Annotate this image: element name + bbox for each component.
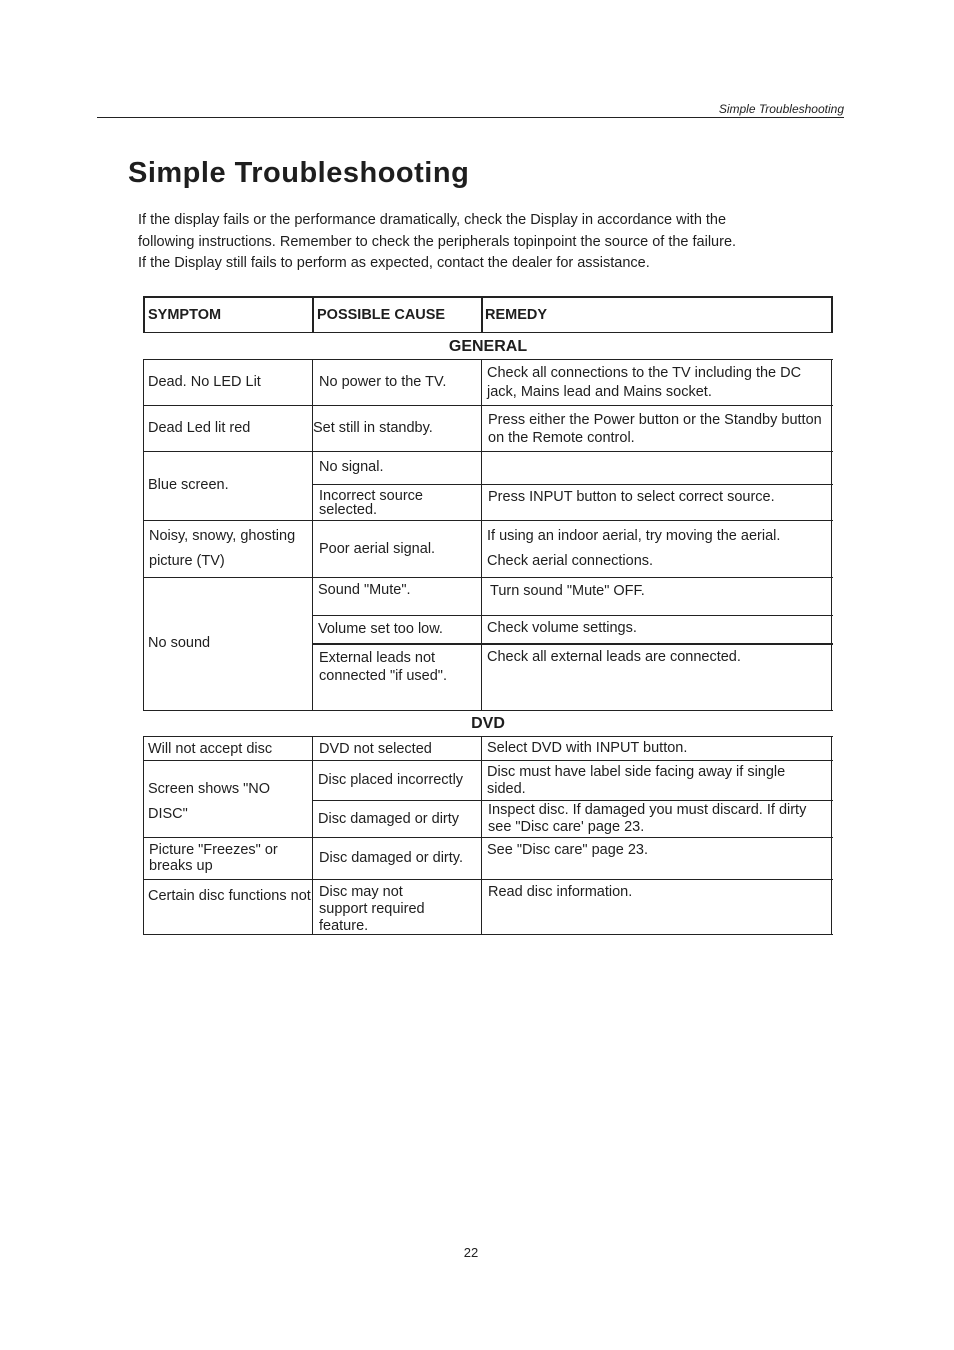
remedy-cell: Press INPUT button to select correct source. xyxy=(488,489,775,505)
remedy-cell: Check volume settings. xyxy=(487,620,637,636)
table-rule xyxy=(313,484,833,485)
cause-cell: Set still in standby. xyxy=(313,420,433,436)
header-rule xyxy=(97,117,844,118)
table-rule xyxy=(143,359,833,360)
table-rule xyxy=(313,800,833,801)
cause-cell: No power to the TV. xyxy=(319,374,447,390)
symptom-cell: Noisy, snowy, ghosting picture (TV) xyxy=(149,528,296,569)
table-rule xyxy=(313,643,833,645)
table-rule xyxy=(312,736,313,935)
remedy-cell: Check all external leads are connected. xyxy=(487,649,741,665)
table-rule xyxy=(312,359,313,711)
table-rule xyxy=(143,736,833,737)
symptom-cell: Will not accept disc xyxy=(148,741,273,757)
table-rule xyxy=(313,615,833,616)
remedy-cell: See "Disc care" page 23. xyxy=(487,842,649,858)
table-rule xyxy=(831,359,832,711)
cause-cell: External leads not connected "if used". xyxy=(319,650,447,684)
remedy-cell: Press either the Power button or the Standby button on the Remote control. xyxy=(488,412,822,446)
table-rule xyxy=(831,736,832,935)
cause-cell: Volume set too low. xyxy=(318,621,443,637)
symptom-cell: Picture "Freezes" or breaks up xyxy=(149,842,278,874)
cause-cell: Disc damaged or dirty. xyxy=(319,850,463,866)
header-symptom: SYMPTOM xyxy=(148,307,222,323)
cause-cell: DVD not selected xyxy=(319,741,432,757)
cause-cell: Sound "Mute". xyxy=(318,582,411,598)
page-title: Simple Troubleshooting xyxy=(128,157,470,189)
remedy-cell: Turn sound "Mute" OFF. xyxy=(490,583,645,599)
remedy-cell: Select DVD with INPUT button. xyxy=(487,740,688,756)
cause-cell: Poor aerial signal. xyxy=(319,541,436,557)
intro-line: following instructions. Remember to check the peripherals topinpoint the source of the failure. xyxy=(138,233,737,250)
symptom-cell: Blue screen. xyxy=(148,477,229,493)
remedy-cell: Disc must have label side facing away if single sided. xyxy=(487,764,786,797)
running-header: Simple Troubleshooting xyxy=(718,102,844,116)
remedy-cell: Read disc information. xyxy=(488,884,633,900)
symptom-cell: Certain disc functions not xyxy=(148,888,311,904)
table-rule xyxy=(143,837,833,838)
table-rule xyxy=(143,520,833,521)
cause-cell: Disc placed incorrectly xyxy=(318,772,464,788)
header-cause: POSSIBLE CAUSE xyxy=(317,307,446,323)
header-remedy: REMEDY xyxy=(485,307,548,323)
table-rule xyxy=(143,296,833,298)
intro-line: If the Display still fails to perform as expected, contact the dealer for assistance. xyxy=(138,255,650,271)
table-rule xyxy=(143,934,833,935)
intro-text xyxy=(138,210,828,275)
symptom-cell: No sound xyxy=(148,635,211,651)
intro-line: If the display fails or the performance dramatically, check the Display in accordance with the xyxy=(138,212,727,228)
table-rule xyxy=(143,879,833,880)
symptom-cell: Dead. No LED Lit xyxy=(148,374,261,390)
table-rule xyxy=(143,332,833,333)
cause-cell: Disc damaged or dirty xyxy=(318,811,460,827)
symptom-cell: Dead Led lit red xyxy=(148,420,251,436)
table-rule xyxy=(143,577,833,578)
symptom-cell: Screen shows "NO DISC" xyxy=(148,781,270,822)
section-dvd: DVD xyxy=(471,715,505,732)
remedy-cell: If using an indoor aerial, try moving the aerial. Check aerial connections. xyxy=(487,528,781,569)
section-general: GENERAL xyxy=(448,338,528,355)
cause-cell: Incorrect source selected. xyxy=(319,488,423,518)
cause-cell: Disc may not support required feature. xyxy=(319,884,425,934)
page-number: 22 xyxy=(463,1245,479,1260)
table-rule xyxy=(143,760,833,761)
table-rule xyxy=(831,296,833,333)
table-rule xyxy=(143,710,833,711)
remedy-cell: Check all connections to the TV including the DC jack, Mains lead and Mains socket. xyxy=(487,365,802,400)
table-rule xyxy=(143,451,833,452)
remedy-cell: Inspect disc. If damaged you must discard. If dirty see "Disc care' page 23. xyxy=(488,802,807,835)
table-rule xyxy=(143,405,833,406)
cause-cell: No signal. xyxy=(319,459,384,475)
